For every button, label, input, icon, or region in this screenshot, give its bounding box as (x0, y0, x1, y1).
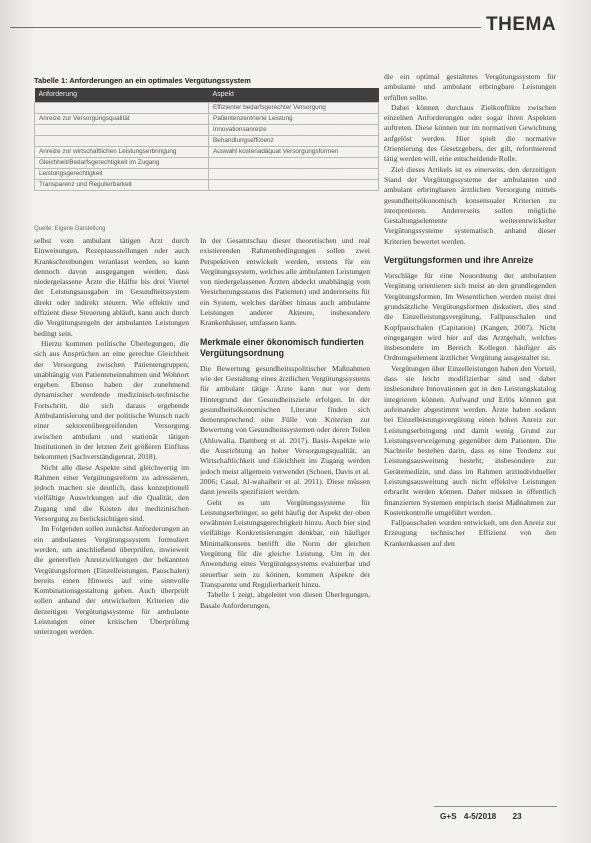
table-row (35, 146, 379, 157)
table-cell: Innovationsanreize (209, 124, 379, 135)
body-paragraph: selbst vom ambulant tätigen Arzt durch Einweisungen, Rezeptausstellungen oder auch Krankschreibungen veranlasst werden, so kann dennoch davon ausgegangen werden, dass niedergelassene Ärzte die Hälfte bis drei Viertel der Leistungsausgaben im Gesundheitssystem direkt oder indirekt steuern. Wie effektiv und effizient diese Steuerung abläuft, kann auch durch die Vergütungsregeln der ambulanten Leistungen bedingt sein. (34, 236, 189, 338)
journal-issue: 4-5/2018 (463, 812, 497, 821)
body-paragraph: die ein optimal gestaltetes Vergütungssystem für ambulante und ambulant erbringbare Leistungen erfüllen sollte. (384, 72, 556, 102)
table-cell: Patientenzentrierte Leistung (209, 113, 379, 124)
body-paragraph: Ziel dieses Artikels ist es einerseits, den derzeitigen Stand der Vergütungssysteme der ambulanten und ambulant erbringbaren ärztlichen Versorgung mittels gesundheitsökonomisch konsensualer Kriterien zu interpretieren. Andererseits sollen mögliche Gestaltungselemente weiterentwickelter Vergütungssysteme systematisch anhand dieser Kriterien bewertet werden. (384, 164, 556, 246)
body-paragraph: Tabelle 1 zeigt, abgeleitet von diesen Überlegungen, Basale Anforderungen, (200, 590, 370, 610)
table-cell: Gleichheit/Bedarfsgerechtigkeit im Zugang (35, 157, 209, 168)
table-header-row (35, 88, 379, 102)
body-paragraph: Fallpauschalen wurden entwickelt, um den Anreiz zur Erzeugung technischer Effizienz von den Krankenkassen auf den (384, 518, 556, 548)
table-row (35, 113, 379, 124)
section-heading: Vergütungsformen und ihre Anreize (384, 255, 534, 266)
table-header-cell: Aspekt (209, 88, 379, 102)
body-paragraph: In der Gesamtschau dieser theoretischen und real existierenden Rahmenbedingungen sollen zwei Perspektiven entwickelt werden, erstens für ein Vergütungssystem, welches alle ambulanten Leistungen von niedergelassenen Ärzten abdeckt unabhängig vom Versicherungsstatus des Patienten) und andererseits für ein System, welches darüber hinaus auch ambulante Leistungen anderer Akteure, insbesondere Krankenhäuser, umfassen kann. (200, 236, 370, 328)
section-title: THEMA (486, 14, 557, 35)
table-row (35, 124, 379, 135)
table-caption-number: Tabelle 1: (34, 76, 68, 85)
body-paragraph: Hierzu kommen politische Überlegungen, die sich aus Ansprüchen an eine gerechte Gleichheit der Versorgung zwischen Patientengruppen, unabhängig von Patienteneinnahmen und Wohnort ergeben. Ebenso haben der zunehmend dynamischer werdende medizinisch-technische Fortschritt, die sich daraus ergebende Ambulantisierung und der politische Wunsch nach einer sektorenübergreifenden Versorgung zwischen ambulant und stationär tätigen Institutionen in der letzten Zeit größeren Einfluss bekommen (Sachverständigenrat, 2018). (34, 338, 189, 462)
table-cell: Leistungsgerechtigkeit (35, 168, 209, 179)
body-paragraph: Im Folgenden sollen zunächst Anforderungen an ein ambulantes Vergütungssystem formuliert werden, um anschließend überprüfen, inwieweit die generellen Anreizwirkungen der bekannten Vergütungsformen (Einzelleistungen, Pauschalen) bereits einen Hinweis auf eine sinnvolle Kombinationsgestaltung geben. Auch überprüft sollen anhand der entwickelten Kriterien die derzeitigen Vergütungssysteme für ambulante Leistungen einer kritischen Überprüfung unterzogen werden. (34, 524, 189, 637)
table-row (35, 102, 379, 113)
table-caption-text: Anforderungen an ein optimales Vergütungssystem (69, 76, 251, 85)
table-caption (34, 76, 251, 85)
text-column-left (34, 236, 189, 821)
table-cell: Anreize zur Versorgungsqualität (35, 113, 209, 124)
footer-rule (434, 806, 557, 807)
requirements-table (34, 88, 379, 191)
page-footer (440, 812, 522, 821)
table-header-cell: Anforderung (35, 88, 209, 102)
table-row (35, 168, 379, 179)
table-cell: Auswahl kostenadäquat Versorgungsformen (209, 146, 379, 157)
table-cell: Anreize zur wirtschaftlichen Leistungserbringung (35, 146, 209, 157)
table-cell (209, 179, 379, 190)
body-paragraph: Nicht alle diese Aspekte sind gleichwertig im Rahmen einer Vergütungsreform zu adressieren, jedoch machen sie deutlich, dass konzeptionell vielfältige Auswirkungen auf die Qualität, den Zugang und die Kosten der medizinischen Versorgung zu berücksichtigen sind. (34, 462, 189, 524)
table-row (35, 157, 379, 168)
table-row (35, 135, 379, 146)
table-cell (209, 157, 379, 168)
body-paragraph: Vorschläge für eine Neuordnung der ambulanten Vergütung orientieren sich meist an den grundlegenden Vergütungsformen. Im Wesentlichen werden meist drei grundsätzliche Vergütungsformen diskutiert, dies sind die Einzelleistungsvergütung, Fallpauschalen und Kopfpauschalen (Capitation) (Kangen, 2007). Nicht eingegangen wird hier auf das Arztgehalt, welches insbesondere im Bereich Kollegen häufiger als Ordnungselement ärztlicher Vergütung ausgestaltet ist. (384, 271, 556, 363)
table-cell: Transparenz und Regulierbarkeit (35, 179, 209, 190)
table-cell (209, 168, 379, 179)
body-paragraph: Die Bewertung gesundheitsspolitischer Maßnahmen wie der Gestaltung eines ärztlichen Vergütungssystems für ambulant tätige Ärzte kann nur vor dem Hintergrund der Gesundheitsziele erfolgen. In der gesundheitsökonomischen Literatur finden sich dementsprechend eine Fülle von Kriterien zur Bewertung von Gesundheitssystemen oder deren Teilen (Ahluwalia, Damberg et al. 2017). Basis-Aspekte wie die Ausrichtung an hoher Versorgungsqualität, an Wirtschaftlichkeit und Gleichheit im Zugang werden jedoch meist allgemein verwendet (Schoen, Davis et al. 2006; Casal, Al-wahaibeir et al. 2011). Diese müssen dann jeweils spezifiziert werden. (200, 363, 370, 497)
body-paragraph: Dabei können durchaus Zielkonflikte zwischen einzelnen Anforderungen oder sogar ihren Aspekten auftreten. Diese können nur im normativen Gewichtung aufgelöst werden. Hier spielt die normative Orientierung des Gesetzgebers, der gilt, reformierend tätig werden will, eine entscheidende Rolle. (384, 102, 556, 164)
table-cell (35, 135, 209, 146)
text-column-right (384, 72, 556, 840)
section-heading: Merkmale einer ökonomisch fundierten Vergütungsordnung (200, 336, 364, 358)
table-row (35, 179, 379, 190)
table-cell: Effizienter bedarfsgerechter Versorgung (209, 102, 379, 113)
table-cell (35, 124, 209, 135)
table-cell: Behandlungseffizienz (209, 135, 379, 146)
body-paragraph: Geht es um Vergütungssysteme für Leistungserbringer, so geht häufig der Aspekt der oben erwähnten Leistungsgerechtigkeit hinzu. Auch hier sind vielfältige Konkretisierungen denkbar, ein häufiger Minimalkonsens betrifft die Norm der gleichen Vergütung für die gleiche Leistung. Um in der Anwendung eines Vergütungssystems evaluierbar und steuerbar sein zu können, kommen Aspekte der Transparenz und Regulierbarkeit hinzu. (200, 497, 370, 589)
table-source: Quelle: Eigene Darstellung (34, 226, 106, 232)
journal-brand: G+S (440, 812, 457, 821)
page-number: 23 (512, 812, 522, 821)
header-rule (10, 27, 481, 28)
body-paragraph: Vergütungen über Einzelleistungen haben den Vorteil, dass sie leicht modifizierbar sind und daher insbesondere Innovationen gut in den Leistungskatalog integrieren können. Aufwand und Erlös können gut aufeinander abgestimmt werden. Ärzte haben sodann bei Einzelleistungsvergütung einen hohen Anreiz zur Leistungserbringung und damit wenig Grund zur Leistungsverweigerung gegenüber dem Patienten. Die Nachteile bestehen darin, dass es eine Tendenz zur Leistungsausweitung besteht, insbesondere zur Gerätemedizin, und dass im Rahmen arztindividueller Leistungsausweitung auch nicht effektive Leistungen erbracht werden können. Daher müssen in öffentlich finanzierten Systemen empirisch meist Maßnahmen zur Kostenkontrolle umgeführt werden. (384, 363, 556, 517)
text-column-middle (200, 236, 370, 821)
table-cell (35, 102, 209, 113)
